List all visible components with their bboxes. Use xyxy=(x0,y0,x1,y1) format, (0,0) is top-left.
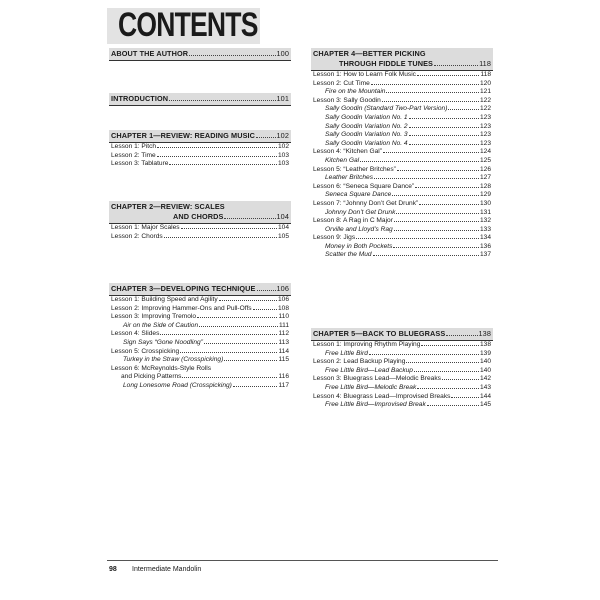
dot-leader xyxy=(374,178,479,179)
entry-page-number: 111 xyxy=(278,321,289,329)
dot-leader xyxy=(219,300,277,301)
entry-page-number: 108 xyxy=(277,304,289,312)
chapter-heading[interactable] xyxy=(109,130,291,143)
toc-tune-entry[interactable] xyxy=(311,123,493,132)
dot-leader xyxy=(371,84,479,85)
toc-tune-entry[interactable] xyxy=(311,384,493,393)
dot-leader xyxy=(427,405,479,406)
entry-page-number: 128 xyxy=(479,182,491,190)
entry-title: Free Little Bird—Melodic Break xyxy=(325,383,417,391)
entry-page-number: 133 xyxy=(479,225,491,233)
dot-leader xyxy=(419,204,479,205)
toc-lesson-entry[interactable] xyxy=(109,143,291,152)
dot-leader xyxy=(393,247,479,248)
chapter-title: CHAPTER 1—REVIEW: READING MUSIC xyxy=(111,131,256,140)
entry-page-number: 131 xyxy=(479,208,491,216)
entry-page-number: 116 xyxy=(278,373,289,381)
entry-title: Lesson 3: Bluegrass Lead—Melodic Breaks xyxy=(313,375,441,383)
entry-page-number: 123 xyxy=(479,122,491,130)
entry-title: Long Lonesome Road (Crosspicking) xyxy=(123,381,232,389)
entry-page-number: 130 xyxy=(479,199,491,207)
entry-title: Lesson 2: Chords xyxy=(111,232,163,240)
toc-lesson-entry[interactable] xyxy=(109,233,291,242)
chapter-heading-line xyxy=(111,202,289,212)
dot-leader xyxy=(417,75,480,76)
toc-lesson-entry[interactable] xyxy=(311,148,493,157)
entry-title: Lesson 3: Sally Goodin xyxy=(313,96,381,104)
entry-title: Free Little Bird xyxy=(325,349,368,357)
toc-lesson-entry[interactable] xyxy=(109,330,291,339)
dot-leader xyxy=(382,101,479,102)
dot-leader xyxy=(369,354,479,355)
entry-title: Sally Goodin Variation No. 1 xyxy=(325,113,408,121)
chapter-heading[interactable] xyxy=(311,328,493,341)
entry-page-number: 138 xyxy=(479,341,491,348)
entry-title: Lesson 1: Building Speed and Agility xyxy=(111,296,218,303)
dot-leader xyxy=(199,326,278,327)
entry-page-number: 140 xyxy=(479,366,491,374)
dot-leader xyxy=(409,118,479,119)
dot-leader xyxy=(396,213,479,214)
entry-title: Lesson 2: Time xyxy=(111,151,156,159)
dot-leader xyxy=(204,343,278,344)
entry-page-number: 137 xyxy=(479,251,491,259)
dot-leader xyxy=(394,230,479,231)
dot-leader xyxy=(356,238,479,239)
entry-title: Free Little Bird—Lead Backup xyxy=(325,366,413,374)
entry-page-number: 129 xyxy=(479,191,491,199)
toc-tune-entry[interactable] xyxy=(109,322,291,331)
toc-lesson-entry[interactable] xyxy=(109,296,291,305)
dot-leader xyxy=(169,164,277,165)
toc-tune-entry[interactable] xyxy=(109,339,291,348)
dot-leader xyxy=(182,377,277,378)
toc-lesson-entry[interactable] xyxy=(311,375,493,384)
toc-lesson-entry[interactable] xyxy=(109,224,291,233)
entry-title: Lesson 4: “Kitchen Gal” xyxy=(313,148,382,156)
entry-title: Money in Both Pockets xyxy=(325,242,393,250)
toc-tune-entry[interactable] xyxy=(311,114,493,123)
toc-chapter xyxy=(109,201,291,241)
chapter-heading-line xyxy=(111,284,289,294)
chapter-heading-line xyxy=(313,49,491,59)
entry-page-number: 122 xyxy=(479,105,491,113)
entry-title: Lesson 8: A Rag in C Major xyxy=(313,217,393,225)
toc-chapter xyxy=(311,328,493,410)
toc-lesson-entry[interactable] xyxy=(311,71,493,80)
dot-leader xyxy=(417,388,479,389)
toc-tune-entry[interactable] xyxy=(311,105,493,114)
chapter-page-number: 100 xyxy=(276,49,289,58)
dot-leader xyxy=(169,100,275,101)
toc-lesson-entry[interactable] xyxy=(311,393,493,402)
entry-title: Sally Goodin (Standard Two-Part Version) xyxy=(325,105,448,113)
entry-page-number: 124 xyxy=(479,148,491,156)
dot-leader xyxy=(189,55,275,56)
dot-leader xyxy=(197,317,277,318)
entry-page-number: 123 xyxy=(479,139,491,147)
entry-page-number: 115 xyxy=(278,356,289,364)
toc-lesson-entry[interactable] xyxy=(311,217,493,226)
chapter-heading[interactable] xyxy=(109,283,291,296)
entry-page-number: 127 xyxy=(479,174,491,182)
toc-tune-entry[interactable] xyxy=(311,226,493,235)
dot-leader xyxy=(180,352,277,353)
chapter-title: CHAPTER 4—BETTER PICKING xyxy=(313,49,426,58)
entry-title: Lesson 3: Tablature xyxy=(111,160,169,168)
toc-lesson-entry[interactable] xyxy=(311,166,493,175)
entry-title: and Picking Patterns xyxy=(121,373,182,381)
entry-title: Lesson 9: Jigs xyxy=(313,234,356,242)
chapter-title: CHAPTER 2—REVIEW: SCALES xyxy=(111,202,225,211)
entry-title: Johnny Don’t Get Drunk xyxy=(325,208,396,216)
entry-title: Lesson 6: McReynolds-Style Rolls xyxy=(111,364,212,372)
dot-leader xyxy=(415,187,479,188)
entry-title: Seneca Square Dance xyxy=(325,191,392,199)
footer-page-number: 98 xyxy=(109,566,117,573)
toc-tune-entry[interactable] xyxy=(311,88,493,97)
chapter-heading[interactable] xyxy=(109,48,291,61)
toc-tune-entry[interactable] xyxy=(311,243,493,252)
entry-title: Orville and Lloyd’s Rag xyxy=(325,225,393,233)
toc-lesson-entry[interactable] xyxy=(109,348,291,357)
entry-page-number: 110 xyxy=(278,313,289,321)
entry-title: Leather Britches xyxy=(325,174,374,182)
chapter-heading-line xyxy=(111,212,289,222)
chapter-title-line2: AND CHORDS xyxy=(173,212,224,221)
chapter-heading-line xyxy=(111,131,289,141)
toc-lesson-entry[interactable] xyxy=(311,234,493,243)
dot-leader xyxy=(257,290,276,291)
entry-title: Lesson 7: “Johnny Don’t Get Drunk” xyxy=(313,199,419,207)
chapter-title: CHAPTER 3—DEVELOPING TECHNIQUE xyxy=(111,284,256,293)
toc-chapter xyxy=(109,130,291,169)
entry-title: Lesson 1: Major Scales xyxy=(111,224,180,231)
entry-title: Sign Says “Gone Noodling” xyxy=(123,338,203,346)
chapter-heading[interactable] xyxy=(311,48,493,71)
toc-chapter xyxy=(109,93,291,106)
entry-page-number: 142 xyxy=(479,375,491,383)
chapter-page-number: 102 xyxy=(276,131,289,140)
entry-title: Lesson 3: Improving Tremolo xyxy=(111,313,197,321)
entry-title: Fire on the Mountain xyxy=(325,88,386,96)
dot-leader xyxy=(414,371,479,372)
entry-page-number: 114 xyxy=(278,347,289,355)
entry-page-number: 144 xyxy=(479,392,491,400)
toc-lesson-entry[interactable] xyxy=(109,305,291,314)
toc-lesson-entry[interactable] xyxy=(109,373,291,382)
entry-page-number: 126 xyxy=(479,165,491,173)
dot-leader xyxy=(373,255,479,256)
chapter-title-line2: THROUGH FIDDLE TUNES xyxy=(339,59,434,68)
dot-leader xyxy=(164,237,277,238)
toc-lesson-entry[interactable] xyxy=(109,160,291,169)
dot-leader xyxy=(157,147,277,148)
dot-leader xyxy=(406,362,479,363)
dot-leader xyxy=(409,144,479,145)
dot-leader xyxy=(434,65,478,66)
dot-leader xyxy=(397,170,479,171)
dot-leader xyxy=(360,161,479,162)
dot-leader xyxy=(394,221,479,222)
toc-lesson-entry[interactable] xyxy=(109,152,291,161)
entry-title: Sally Goodin Variation No. 2 xyxy=(325,122,408,130)
entry-page-number: 134 xyxy=(479,234,491,242)
footer-rule xyxy=(107,560,498,561)
entry-title: Lesson 1: Pitch xyxy=(111,143,157,150)
dot-leader xyxy=(421,345,479,346)
toc-lesson-entry[interactable] xyxy=(311,97,493,106)
chapter-page-number: 106 xyxy=(276,284,289,293)
toc-tune-entry[interactable] xyxy=(311,140,493,149)
dot-leader xyxy=(224,360,277,361)
chapter-heading[interactable] xyxy=(109,93,291,106)
dot-leader xyxy=(451,397,479,398)
toc-tune-entry[interactable] xyxy=(311,401,493,410)
entry-page-number: 106 xyxy=(277,296,289,303)
chapter-heading[interactable] xyxy=(109,201,291,224)
chapter-page-number: 138 xyxy=(478,329,491,338)
dot-leader xyxy=(181,228,277,229)
page-title: CONTENTS xyxy=(118,6,258,44)
toc-chapter xyxy=(109,48,291,61)
chapter-heading-line xyxy=(111,49,289,59)
entry-title: Free Little Bird—Improvised Break xyxy=(325,401,426,409)
entry-title: Lesson 1: Improving Rhythm Playing xyxy=(313,341,421,348)
dot-leader xyxy=(160,334,277,335)
toc-tune-entry[interactable] xyxy=(311,157,493,166)
chapter-title: ABOUT THE AUTHOR xyxy=(111,49,189,58)
entry-title: Sally Goodin Variation No. 3 xyxy=(325,131,408,139)
toc-chapter xyxy=(109,283,291,391)
entry-title: Lesson 2: Lead Backup Playing xyxy=(313,358,406,366)
dot-leader xyxy=(233,386,278,387)
toc-tune-entry[interactable] xyxy=(311,350,493,359)
entry-page-number: 140 xyxy=(479,358,491,366)
entry-page-number: 117 xyxy=(278,381,289,389)
dot-leader xyxy=(409,127,479,128)
entry-title: Lesson 6: “Seneca Square Dance” xyxy=(313,182,415,190)
entry-page-number: 143 xyxy=(479,383,491,391)
chapter-title: INTRODUCTION xyxy=(111,94,169,103)
entry-page-number: 118 xyxy=(480,71,491,78)
toc-lesson-entry[interactable] xyxy=(311,80,493,89)
entry-title: Scatter the Mud xyxy=(325,251,372,259)
dot-leader xyxy=(448,109,479,110)
footer-book-title: Intermediate Mandolin xyxy=(132,566,202,573)
toc-tune-entry[interactable] xyxy=(311,251,493,260)
toc-tune-entry[interactable] xyxy=(109,382,291,391)
entry-page-number: 103 xyxy=(277,160,289,168)
toc-tune-entry[interactable] xyxy=(311,191,493,200)
entry-title: Lesson 2: Cut Time xyxy=(313,79,370,87)
entry-page-number: 104 xyxy=(277,224,289,231)
entry-page-number: 125 xyxy=(479,156,491,164)
toc-tune-entry[interactable] xyxy=(311,131,493,140)
entry-page-number: 136 xyxy=(479,242,491,250)
toc-tune-entry[interactable] xyxy=(311,367,493,376)
toc-lesson-entry[interactable] xyxy=(311,183,493,192)
toc-chapter xyxy=(311,48,493,260)
entry-page-number: 132 xyxy=(479,217,491,225)
entry-page-number: 102 xyxy=(277,143,289,150)
entry-title: Lesson 1: How to Learn Folk Music xyxy=(313,71,416,78)
entry-title: Lesson 4: Bluegrass Lead—Improvised Breaks xyxy=(313,392,451,400)
entry-page-number: 112 xyxy=(278,330,289,338)
entry-page-number: 103 xyxy=(277,151,289,159)
dot-leader xyxy=(157,156,277,157)
chapter-page-number: 118 xyxy=(479,59,491,68)
dot-leader xyxy=(224,218,275,219)
chapter-title: CHAPTER 5—BACK TO BLUEGRASS xyxy=(313,329,446,338)
entry-title: Lesson 5: Crosspicking xyxy=(111,347,180,355)
dot-leader xyxy=(446,335,477,336)
entry-page-number: 105 xyxy=(277,232,289,240)
dot-leader xyxy=(383,152,479,153)
entry-title: Sally Goodin Variation No. 4 xyxy=(325,139,408,147)
dot-leader xyxy=(256,137,275,138)
toc-tune-entry[interactable] xyxy=(109,356,291,365)
dot-leader xyxy=(386,92,479,93)
toc-lesson-entry[interactable] xyxy=(109,313,291,322)
entry-title: Kitchen Gal xyxy=(325,156,360,164)
dot-leader xyxy=(392,195,479,196)
toc-lesson-entry[interactable] xyxy=(311,341,493,350)
entry-page-number: 123 xyxy=(479,113,491,121)
entry-title: Lesson 5: “Leather Britches” xyxy=(313,165,396,173)
entry-title: Lesson 2: Improving Hammer-Ons and Pull-Offs xyxy=(111,304,252,312)
entry-title: Lesson 4: Slides xyxy=(111,330,160,338)
dot-leader xyxy=(409,135,479,136)
entry-page-number: 120 xyxy=(479,79,491,87)
chapter-heading-line xyxy=(313,329,491,339)
chapter-page-number: 101 xyxy=(276,94,289,103)
entry-page-number: 139 xyxy=(479,349,491,357)
toc-tune-entry[interactable] xyxy=(311,174,493,183)
entry-title: Turkey in the Straw (Crosspicking) xyxy=(123,356,224,364)
toc-lesson-entry[interactable] xyxy=(311,200,493,209)
chapter-heading-line xyxy=(313,59,491,69)
dot-leader xyxy=(253,309,277,310)
toc-lesson-entry[interactable] xyxy=(311,358,493,367)
entry-page-number: 121 xyxy=(479,88,491,96)
toc-tune-entry[interactable] xyxy=(311,209,493,218)
entry-page-number: 122 xyxy=(479,96,491,104)
entry-title: Air on the Side of Caution xyxy=(123,321,199,329)
chapter-heading-line xyxy=(111,94,289,104)
dot-leader xyxy=(442,379,479,380)
entry-page-number: 123 xyxy=(479,131,491,139)
entry-page-number: 145 xyxy=(479,401,491,409)
entry-page-number: 113 xyxy=(278,338,289,346)
chapter-page-number: 104 xyxy=(276,212,289,221)
toc-lesson-entry[interactable] xyxy=(109,365,291,374)
